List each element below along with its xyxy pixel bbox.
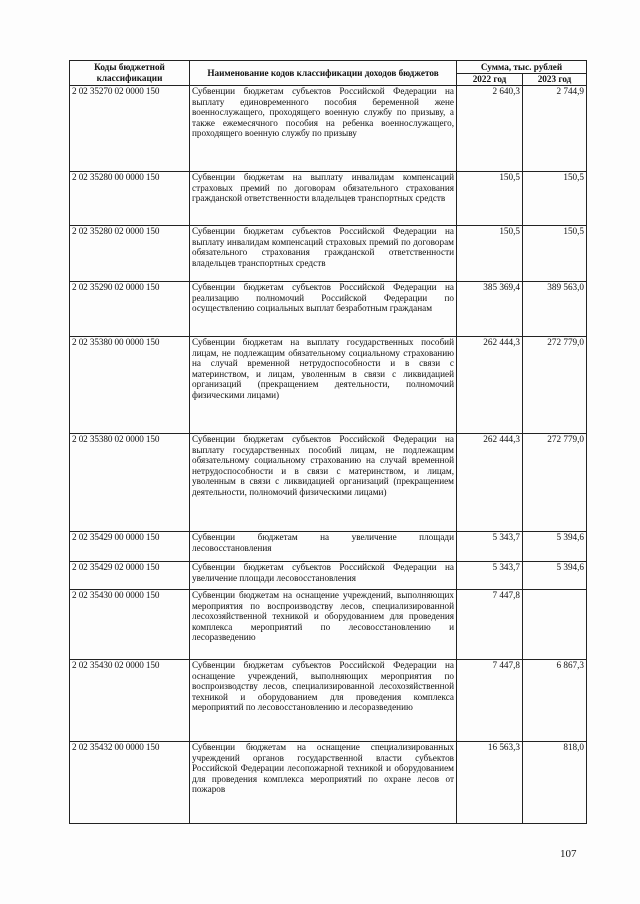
row-value-2023: 389 563,0 (523, 282, 587, 337)
row-code: 2 02 35270 02 0000 150 (70, 86, 190, 172)
row-value-2023: 5 394,6 (523, 562, 587, 590)
table-row (70, 590, 587, 660)
header-name: Наименование кодов классификации доходов бюджетов (190, 61, 457, 86)
table-row (70, 742, 587, 824)
row-value-2023: 818,0 (523, 742, 587, 824)
row-value-2023: 2 744,9 (523, 86, 587, 172)
row-value-2022: 5 343,7 (457, 562, 523, 590)
row-value-2022: 2 640,3 (457, 86, 523, 172)
row-name: Субвенции бюджетам на оснащение учреждений, выполняющих мероприятия по воспроизводству лесов, специализированной лесохозяйственной техникой и оборудованием для проведения комплекса мероприятий по лесовосстановлению и лесоразведению (190, 590, 457, 660)
table-row (70, 282, 587, 337)
table-row (70, 532, 587, 562)
row-value-2022: 262 444,3 (457, 337, 523, 434)
table-row (70, 172, 587, 226)
header-year-2022: 2022 год (457, 74, 523, 86)
row-code: 2 02 35380 02 0000 150 (70, 434, 190, 532)
row-code: 2 02 35380 00 0000 150 (70, 337, 190, 434)
row-name: Субвенции бюджетам на увеличение площади лесовосстановления (190, 532, 457, 562)
budget-revenue-table (69, 60, 587, 824)
row-code: 2 02 35280 00 0000 150 (70, 172, 190, 226)
row-name: Субвенции бюджетам на оснащение специализированных учреждений органов государственной власти субъектов Российской Федерации лесопожарной техникой и оборудованием для проведения комплекса мероприятий по охране лесов от пожаров (190, 742, 457, 824)
row-name: Субвенции бюджетам на выплату инвалидам компенсаций страховых премий по договорам обязательного страхования гражданской ответственности владельцев транспортных средств (190, 172, 457, 226)
row-value-2023: 272 779,0 (523, 434, 587, 532)
row-name: Субвенции бюджетам субъектов Российской Федерации на реализацию полномочий Российской Федерации по осуществлению социальных выплат безработным гражданам (190, 282, 457, 337)
page-number: 107 (560, 848, 577, 860)
row-code: 2 02 35429 00 0000 150 (70, 532, 190, 562)
row-code: 2 02 35432 00 0000 150 (70, 742, 190, 824)
row-code: 2 02 35430 02 0000 150 (70, 660, 190, 742)
row-value-2022: 7 447,8 (457, 590, 523, 660)
row-value-2022: 385 369,4 (457, 282, 523, 337)
row-code: 2 02 35430 00 0000 150 (70, 590, 190, 660)
row-value-2022: 262 444,3 (457, 434, 523, 532)
row-value-2023 (523, 590, 587, 660)
row-value-2023: 150,5 (523, 226, 587, 282)
row-code: 2 02 35280 02 0000 150 (70, 226, 190, 282)
row-value-2022: 16 563,3 (457, 742, 523, 824)
row-value-2023: 5 394,6 (523, 532, 587, 562)
header-year-2023: 2023 год (523, 74, 587, 86)
table-row (70, 86, 587, 172)
row-name: Субвенции бюджетам субъектов Российской Федерации на выплату государственных пособий лицам, не подлежащим обязательному социальному страхованию на случай временной нетрудоспособности и в связи с материнством, и лицам, уволенным в связи с ликвидацией организаций (прекращением деятельности, полномочий физическими лицами) (190, 434, 457, 532)
row-name: Субвенции бюджетам субъектов Российской Федерации на увеличение площади лесовосстановления (190, 562, 457, 590)
table-row (70, 660, 587, 742)
row-value-2023: 272 779,0 (523, 337, 587, 434)
table-row (70, 434, 587, 532)
table-row (70, 562, 587, 590)
row-value-2022: 150,5 (457, 226, 523, 282)
row-name: Субвенции бюджетам на выплату государственных пособий лицам, не подлежащим обязательному социальному страхованию на случай временной нетрудоспособности и в связи с материнством, и лицам, уволенным в связи с ликвидацией организаций (прекращением деятельности, полномочий физическими лицами) (190, 337, 457, 434)
table-row (70, 337, 587, 434)
row-value-2023: 6 867,3 (523, 660, 587, 742)
header-codes: Коды бюджетной классификации (70, 61, 190, 86)
row-code: 2 02 35429 02 0000 150 (70, 562, 190, 590)
row-name: Субвенции бюджетам субъектов Российской Федерации на оснащение учреждений, выполняющих мероприятия по воспроизводству лесов, специализированной лесохозяйственной техникой и оборудованием для проведения комплекса мероприятий по лесовосстановлению и лесоразведению (190, 660, 457, 742)
row-code: 2 02 35290 02 0000 150 (70, 282, 190, 337)
row-value-2022: 150,5 (457, 172, 523, 226)
row-name: Субвенции бюджетам субъектов Российской Федерации на выплату инвалидам компенсаций страховых премий по договорам обязательного страхования гражданской ответственности владельцев транспортных средств (190, 226, 457, 282)
row-value-2022: 5 343,7 (457, 532, 523, 562)
header-sum: Сумма, тыс. рублей (457, 61, 587, 74)
row-value-2023: 150,5 (523, 172, 587, 226)
row-name: Субвенции бюджетам субъектов Российской Федерации на выплату единовременного пособия беременной жене военнослужащего, проходящего военную службу по призыву, а также ежемесячного пособия на ребенка военнослужащего, проходящего военную службу по призыву (190, 86, 457, 172)
row-value-2022: 7 447,8 (457, 660, 523, 742)
table-row (70, 226, 587, 282)
